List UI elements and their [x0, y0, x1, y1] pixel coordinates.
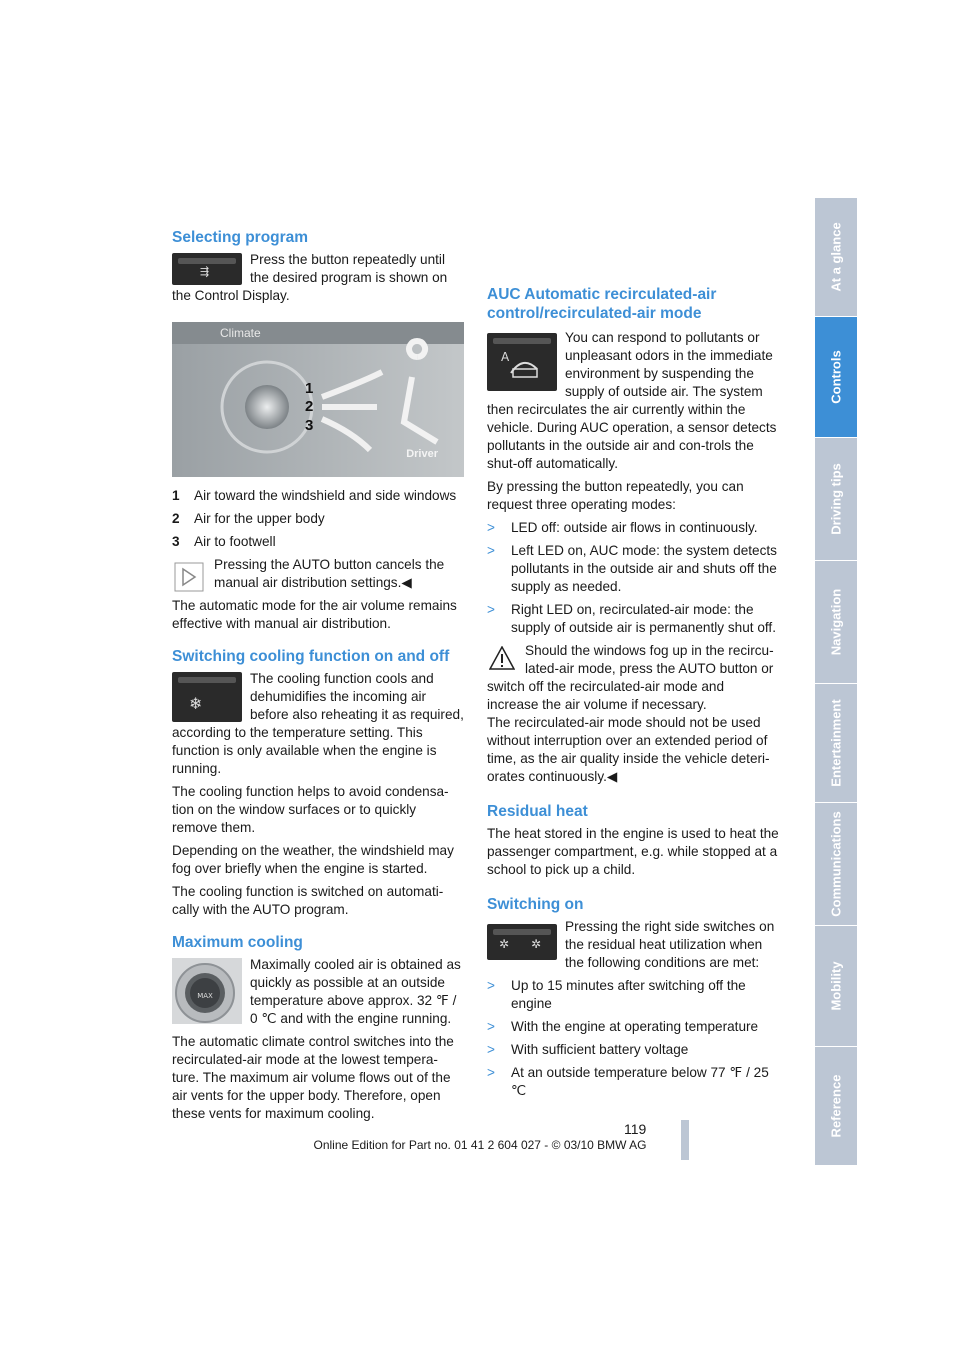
svg-text:❄: ❄ — [189, 694, 203, 713]
tab-driving-tips[interactable]: Driving tips — [815, 438, 857, 561]
display-number: 3 — [305, 417, 314, 434]
climate-driver-label: Driver — [406, 448, 438, 460]
climate-display-image — [172, 322, 464, 477]
program-button-image — [172, 253, 242, 285]
footer-edition: Online Edition for Part no. 01 41 2 604 027 - © 03/10 BMW AG — [313, 1138, 647, 1152]
max-knob-image — [172, 958, 242, 1024]
auc-warning: Should the windows fog up in the recircu-lated-air mode, press the AUTO button or switch off the recirculated-air mode and increase the air volume if necessary. — [487, 643, 774, 712]
air-distribution-icon — [172, 253, 242, 285]
max-label: MAX — [197, 992, 213, 1000]
auc-warning-2: The recirculated-air mode should not be used without interruption over an extended period of time, as the air quality inside the vehicle deteri-orates continuously.◀ — [487, 715, 770, 784]
auc-letter: A — [501, 350, 510, 364]
heading-selecting-program: Selecting program — [172, 229, 309, 246]
right-column — [487, 285, 779, 1105]
residual-heat-text: The heat stored in the engine is used to heat the passenger compartment, e.g. while stopped at a school to pick up a child. — [487, 826, 779, 877]
cooling-paragraph: The cooling function helps to avoid condensa-tion on the window surfaces or to quickly remove them. — [172, 784, 449, 835]
list-item: > With the engine at operating temperature — [487, 1019, 759, 1034]
cooling-paragraph: Depending on the weather, the windshield may fog over briefly when the engine is started. — [172, 843, 454, 876]
svg-text:✲: ✲ — [499, 937, 510, 951]
list-item: > With sufficient battery voltage — [487, 1042, 689, 1057]
auc-button-image — [487, 333, 557, 391]
display-number: 2 — [305, 398, 314, 415]
residual-heat-button-image — [487, 924, 557, 960]
list-item: > At an outside temperature below 77 ℉ / 25 ℃ — [487, 1065, 769, 1098]
max-cooling-paragraph: The automatic climate control switches into the recirculated-air mode at the lowest tempera-ture. The maximum air volume flows out of the air vents for the upper body. Therefore, open these vents for maximum cooling. — [172, 1034, 454, 1121]
chapter-tabs — [815, 198, 857, 1166]
list-item: 1 Air toward the windshield and side windows — [172, 488, 457, 503]
tab-controls[interactable]: Controls — [815, 317, 857, 438]
heading-cooling: Switching cooling function on and off — [172, 648, 450, 665]
svg-text:⇶: ⇶ — [200, 265, 210, 278]
heading-max-cooling: Maximum cooling — [172, 934, 303, 951]
heading-auc: AUC Automatic recirculated-air control/recirculated-air mode — [487, 286, 717, 322]
tab-entertainment[interactable]: Entertainment — [815, 684, 857, 803]
max-cooling-paragraph: Maximally cooled air is obtained as quickly as possible at an outside temperature above approx. 32 ℉ / 0 ℃ and with the engine running. — [250, 957, 461, 1026]
climate-title: Climate — [220, 326, 261, 340]
tab-communications[interactable]: Communications — [815, 803, 857, 926]
residual-heat-icon — [487, 924, 557, 960]
recirculation-icon — [487, 333, 557, 391]
tab-reference[interactable]: Reference — [815, 1047, 857, 1166]
cooling-paragraph: The cooling function is switched on automati-cally with the AUTO program. — [172, 884, 444, 917]
svg-text:✲: ✲ — [531, 937, 542, 951]
cooling-paragraph: The cooling function cools and dehumidifies the incoming air before also reheating it as required, according to the temperature setting. This function is only available when the engine is running. — [172, 671, 464, 776]
auc-paragraph: By pressing the button repeatedly, you can request three operating modes: — [487, 479, 744, 512]
list-item: > Right LED on, recirculated-air mode: the supply of outside air is permanently shut off. — [487, 602, 776, 635]
air-distribution-list — [172, 487, 464, 551]
warning-icon — [489, 646, 515, 670]
auc-paragraph: You can respond to pollutants or unpleasant odors in the immediate environment by suspending the supply of outside air. The system then recirculates the air currently within the vehicle. During AUC operation, a sensor detects pollutants in the outside air and con-trols the shut-off automatically. — [487, 330, 777, 471]
tab-at-a-glance[interactable]: At a glance — [815, 198, 857, 317]
list-item: 3 Air to footwell — [172, 534, 276, 549]
note-auto-cancels: Pressing the AUTO button cancels the manual air distribution settings.◀ — [214, 557, 445, 590]
heading-residual-heat: Residual heat — [487, 803, 588, 820]
display-number: 1 — [305, 380, 314, 397]
list-item: > Up to 15 minutes after switching off the engine — [487, 978, 746, 1011]
heading-switching-on: Switching on — [487, 896, 584, 913]
switching-on-intro: Pressing the right side switches on the residual heat utilization when the following conditions are met: — [565, 919, 775, 970]
page-number: 119 — [624, 1121, 647, 1137]
list-item: 2 Air for the upper body — [172, 511, 325, 526]
tab-navigation[interactable]: Navigation — [815, 561, 857, 684]
snowflake-icon — [172, 672, 242, 722]
selecting-program-after: The automatic mode for the air volume remains effective with manual air distribution. — [172, 598, 457, 631]
list-item: > Left LED on, AUC mode: the system detects pollutants in the outside air and shuts off the supply as needed. — [487, 543, 777, 594]
note-icon — [174, 562, 204, 592]
cooling-button-image — [172, 672, 242, 722]
selecting-program-intro: Press the button repeatedly until the desired program is shown on the Control Display. — [172, 252, 448, 303]
list-item: > LED off: outside air flows in continuously. — [487, 520, 758, 535]
tab-mobility[interactable]: Mobility — [815, 926, 857, 1047]
left-column — [172, 228, 464, 1128]
